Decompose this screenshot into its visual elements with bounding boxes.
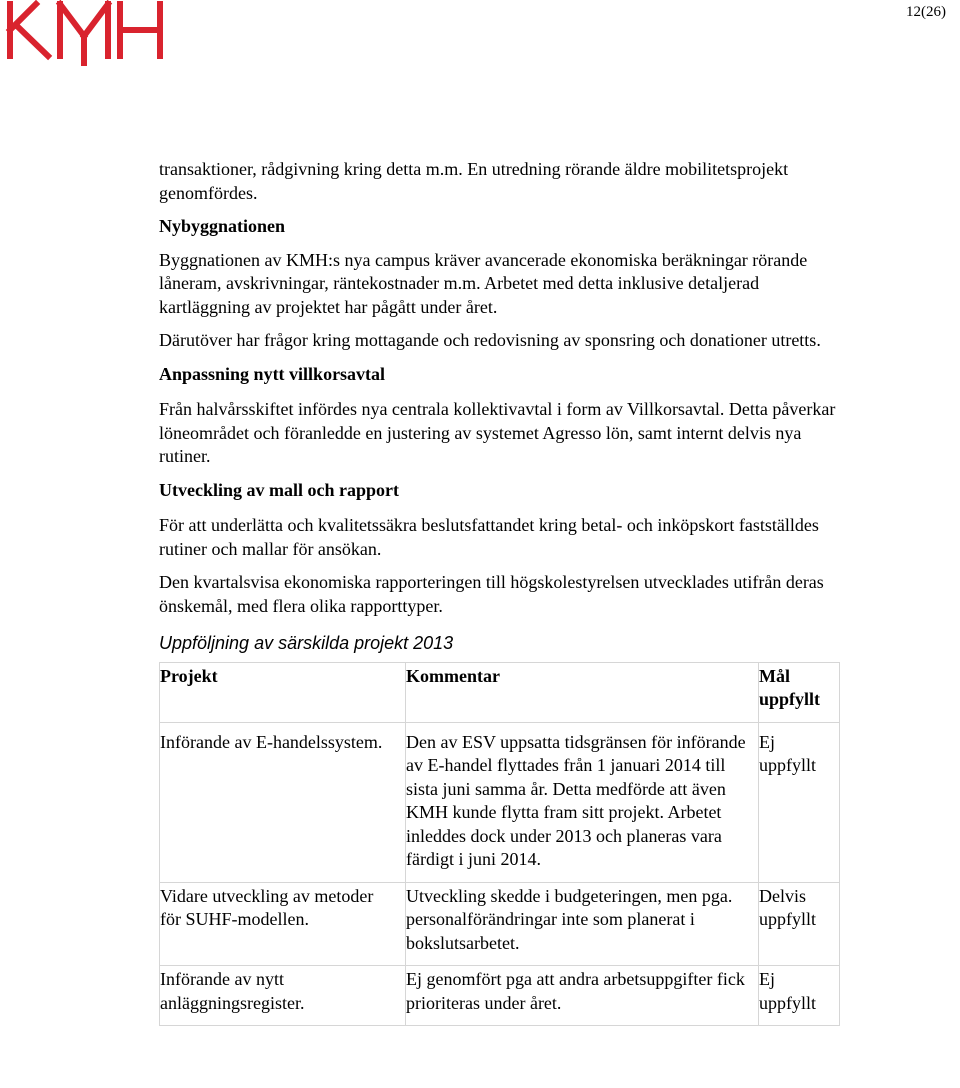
column-header-mal: Mål uppfyllt	[759, 662, 840, 722]
cell-kommentar: Den av ESV uppsatta tidsgränsen för införande av E-handel flyttades från 1 januari 2014 till sista juni samma år. Detta medförde att även KMH kunde flytta fram sitt projekt. Arbetet inleddes dock under 2013 och planeras vara färdigt i juni 2014.	[406, 722, 759, 882]
table-row	[160, 722, 840, 882]
paragraph-byggnationen: Byggnationen av KMH:s nya campus kräver avancerade ekonomiska beräkningar rörande låneram, avskrivningar, räntekostnader m.m. Arbetet med detta inklusive detaljerad kartläggning av projektet har pågått under året.	[159, 249, 808, 317]
cell-mal: Delvis uppfyllt	[759, 882, 840, 966]
column-header-kommentar: Kommentar	[406, 662, 759, 722]
cell-mal: Ej uppfyllt	[759, 722, 840, 882]
document-body	[159, 158, 839, 1026]
table-header-row	[160, 662, 840, 722]
cell-kommentar: Utveckling skedde i budgeteringen, men pga. personalförändringar inte som planerat i bokslutsarbetet.	[406, 882, 759, 966]
paragraph-darutover: Därutöver har frågor kring mottagande och redovisning av sponsring och donationer utretts.	[159, 330, 821, 350]
table-row	[160, 966, 840, 1026]
cell-projekt: Vidare utveckling av metoder för SUHF-modellen.	[160, 882, 406, 966]
paragraph-villkorsavtal: Från halvårsskiftet infördes nya centrala kollektivavtal i form av Villkorsavtal. Detta påverkar löneområdet och föranledde en justering av systemet Agresso lön, samt internt delvis nya rutiner.	[159, 399, 836, 466]
kmh-logo-mark	[4, 0, 164, 66]
paragraph-betalkort: För att underlätta och kvalitetssäkra beslutsfattandet kring betal- och inköpskort fastställdes rutiner och mallar för ansökan.	[159, 515, 819, 559]
paragraph-transaktioner: transaktioner, rådgivning kring detta m.m. En utredning rörande äldre mobilitetsprojekt genomfördes.	[159, 159, 789, 203]
cell-projekt: Införande av E-handelssystem.	[160, 722, 406, 882]
heading-uppfoljning: Uppföljning av särskilda projekt 2013	[159, 633, 454, 653]
heading-nybyggnationen: Nybyggnationen	[159, 216, 286, 236]
cell-projekt: Införande av nytt anläggningsregister.	[160, 966, 406, 1026]
cell-kommentar: Ej genomfört pga att andra arbetsuppgifter fick prioriteras under året.	[406, 966, 759, 1026]
column-header-projekt: Projekt	[160, 662, 406, 722]
heading-utveckling: Utveckling av mall och rapport	[159, 479, 399, 500]
table-row	[160, 882, 840, 966]
cell-mal: Ej uppfyllt	[759, 966, 840, 1026]
projects-table	[159, 662, 840, 1027]
heading-anpassning: Anpassning nytt villkorsavtal	[159, 363, 386, 384]
kmh-logo	[4, 0, 164, 66]
page-number: 12(26)	[906, 4, 946, 20]
paragraph-rapportering: Den kvartalsvisa ekonomiska rapporteringen till högskolestyrelsen utvecklades utifrån deras önskemål, med flera olika rapporttyper.	[159, 572, 824, 616]
